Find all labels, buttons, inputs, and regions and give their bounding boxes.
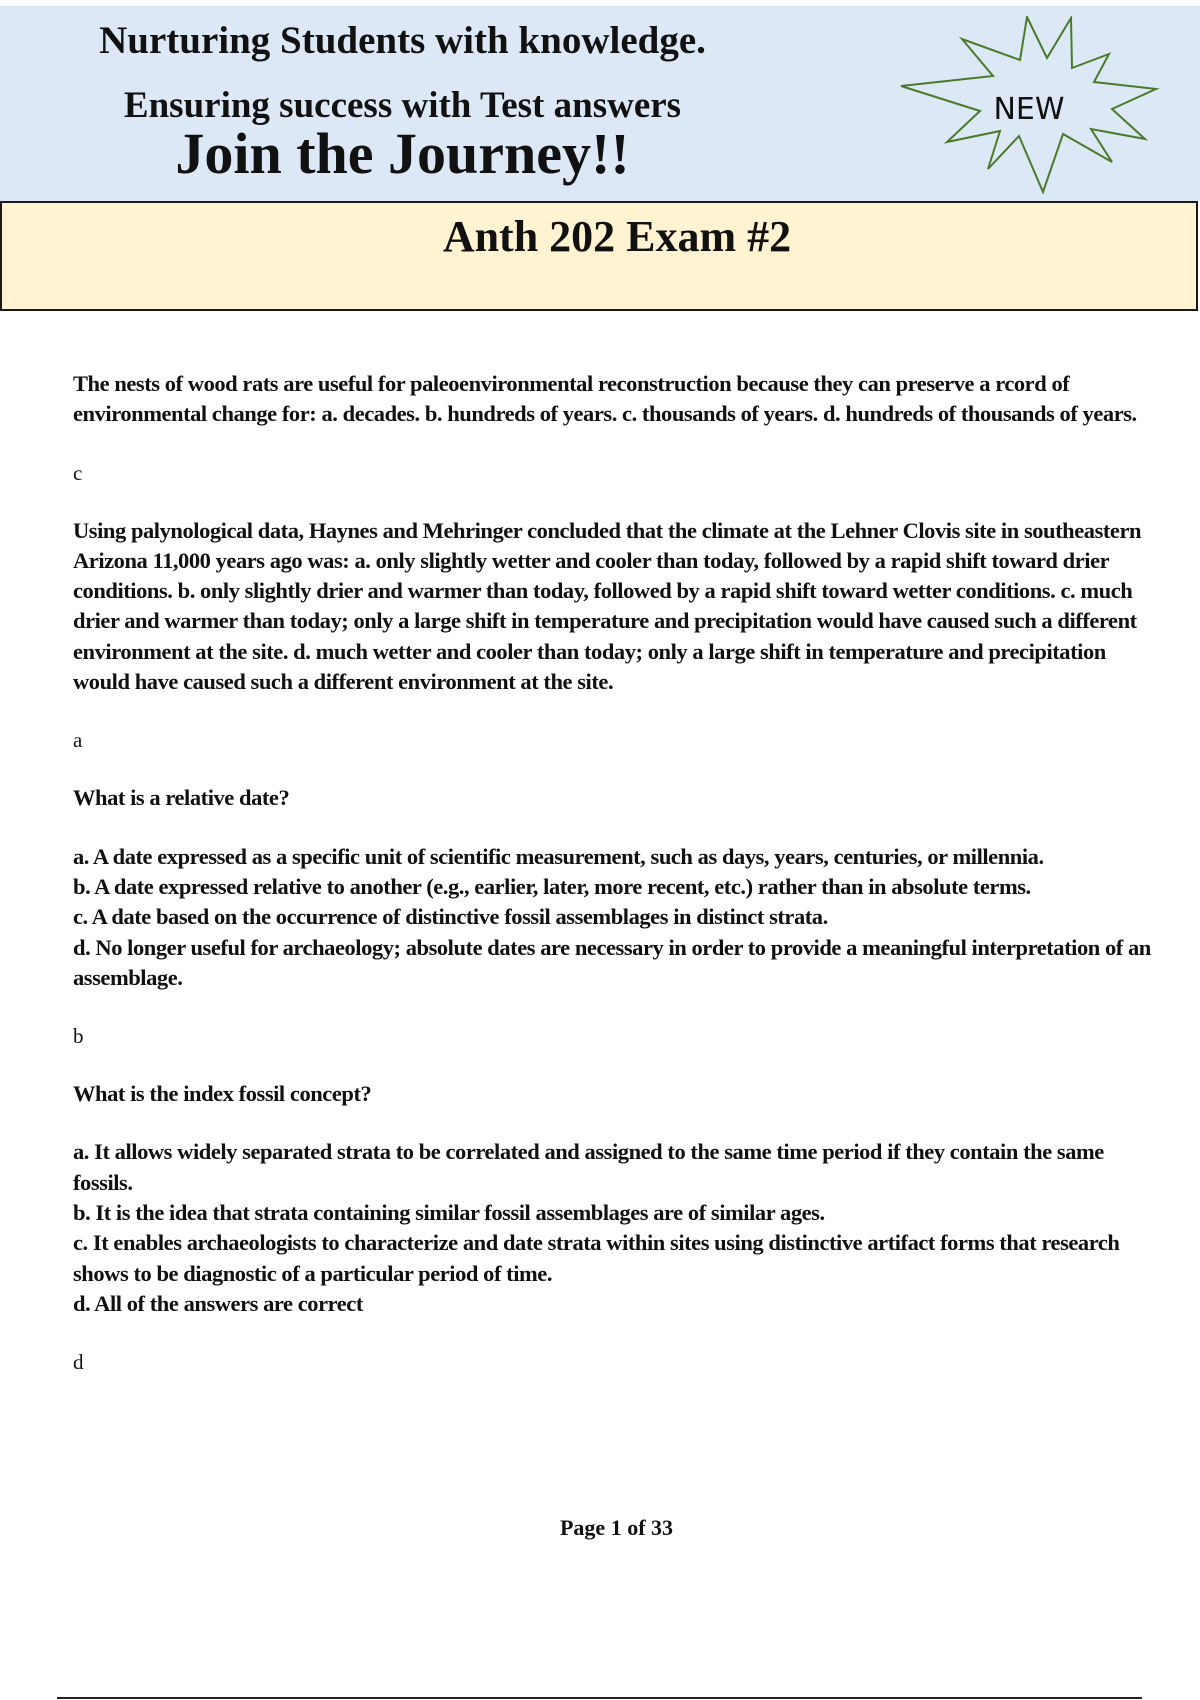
answer-text: c — [73, 460, 83, 485]
answer-text: a — [73, 728, 83, 753]
question-text: What is a relative date? — [73, 785, 290, 811]
question-text: Using palynological data, Haynes and Mehringer concluded that the climate at the Lehner Clovis site in southeastern Arizona 11,000 years ago was: a. only slightly wetter and cooler than today, followed by a rapid shift toward drier conditions. b. only slightly drier and warmer than today, followed by a rapid shift toward wetter conditions. c. much drier and warmer than today; only a large shift in temperature and precipitation would have caused such a different environment at the site. d. much wetter and cooler than today; only a large shift in temperature and precipitation would have caused such a different environment at the site. — [73, 517, 1142, 695]
banner-tagline-success: Ensuring success with Test answers — [123, 85, 682, 126]
question-item — [73, 516, 1163, 756]
option-item: a. A date expressed as a specific unit of scientific measurement, such as days, years, centuries, or millennia. — [73, 843, 1044, 869]
question-item — [73, 1079, 1163, 1377]
option-item: c. It enables archaeologists to characterize and date strata within sites using distinctive artifact forms that research shows to be diagnostic of a particular period of time. — [73, 1230, 1120, 1286]
footer-divider — [57, 1697, 1142, 1699]
option-item: b. A date expressed relative to another (e.g., earlier, later, more recent, etc.) rather than in absolute terms. — [73, 873, 1031, 899]
new-badge-label: NEW — [993, 92, 1065, 127]
banner-tagline-journey: Join the Journey!! — [175, 121, 630, 186]
page-number: Page 1 of 33 — [559, 1515, 674, 1540]
question-text: What is the index fossil concept? — [73, 1081, 372, 1107]
option-list — [73, 1137, 1163, 1319]
exam-title-box — [0, 201, 1198, 311]
question-list — [73, 369, 1163, 1405]
option-item: d. No longer useful for archaeology; absolute dates are necessary in order to provide a meaningful interpretation of an assemblage. — [73, 934, 1151, 990]
option-list — [73, 842, 1163, 993]
answer-text: d — [73, 1350, 84, 1375]
option-item: b. It is the idea that strata containing similar fossil assemblages are of similar ages. — [73, 1200, 825, 1226]
exam-title: Anth 202 Exam #2 — [442, 212, 792, 261]
option-item: a. It allows widely separated strata to be correlated and assigned to the same time period if they contain the same fossils. — [73, 1139, 1104, 1195]
banner-tagline-knowledge: Nurturing Students with knowledge. — [99, 19, 706, 62]
answer-text: b — [73, 1024, 84, 1049]
option-item: c. A date based on the occurrence of distinctive fossil assemblages in distinct strata. — [73, 904, 828, 930]
question-item — [73, 783, 1163, 1051]
option-item: d. All of the answers are correct — [73, 1290, 363, 1316]
promo-banner — [0, 6, 1200, 201]
question-item — [73, 369, 1163, 488]
question-text: The nests of wood rats are useful for paleoenvironmental reconstruction because they can preserve a rcord of environmental change for: a. decades. b. hundreds of years. c. thousands of years. d. hundreds of thousands of years. — [73, 371, 1137, 427]
new-badge — [897, 16, 1161, 201]
